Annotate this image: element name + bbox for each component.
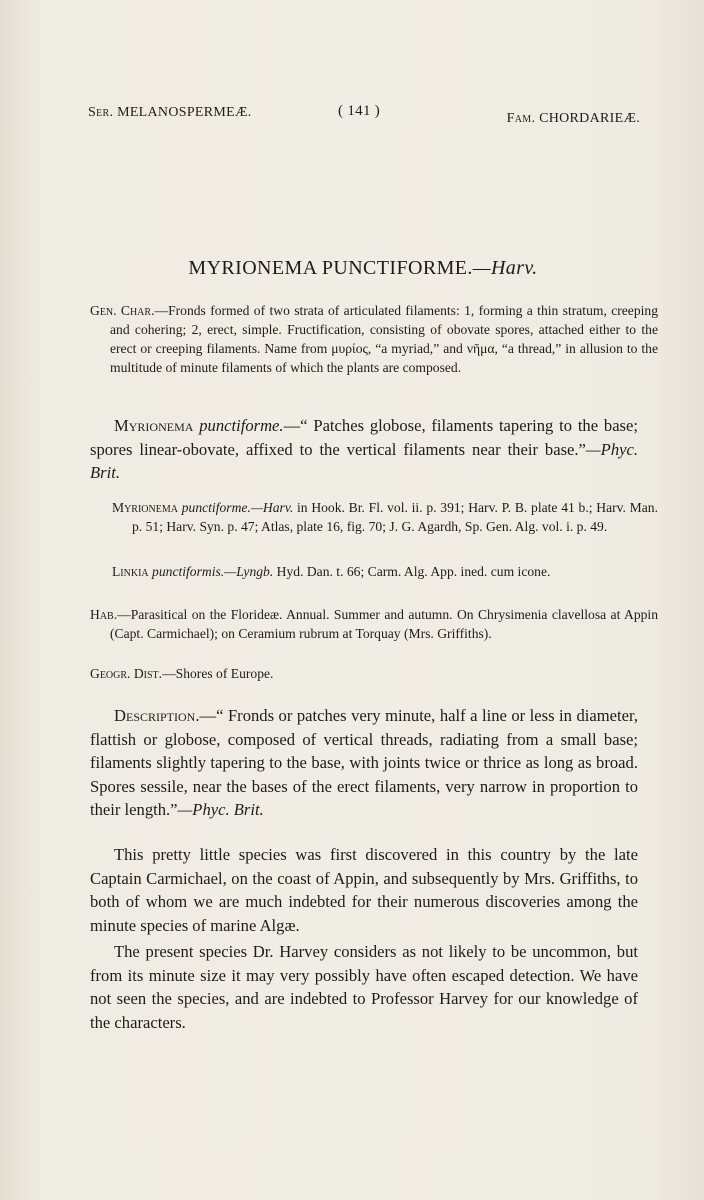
series-label: Ser. MELANOSPERMEÆ.: [88, 105, 252, 120]
species-title: [0, 257, 704, 280]
distribution-text: —Shores of Europe.: [162, 666, 274, 681]
diagnosis: [90, 414, 638, 485]
habitat: [90, 605, 658, 643]
diagnosis-genus: Myrionema: [114, 416, 194, 435]
body-paragraph: The present species Dr. Harvey considers as not likely to be uncommon, but from its minute size it may very possibly have often escaped detection. We have not seen the species, and are indebted to Professor Harvey for our knowledge of the characters.: [90, 942, 638, 1032]
description-text: —“ Fronds or patches very minute, half a line or less in diameter, flattish or globose, composed of vertical threads, radiating from a small base; filaments slightly tapering to the base, with joints twice or thrice as long as broad. Spores sessile, near the bases of the erect filaments, very narrow in proportion to their length.”: [90, 706, 638, 819]
diagnosis-ref: —Phyc. Brit.: [90, 439, 638, 482]
synonym-species: punctiformis.—Lyngb.: [152, 564, 274, 579]
diagnosis-species: punctiforme.: [199, 416, 284, 435]
species-author: —Harv.: [472, 257, 538, 279]
synonym-text: Hyd. Dan. t. 66; Carm. Alg. App. ined. cum icone.: [276, 564, 551, 579]
synonym-genus: Myrionema: [112, 500, 178, 515]
diagnosis-text: —“ Patches globose, filaments tapering to the base; spores linear-obovate, affixed to the vertical filaments near their base.”: [90, 416, 638, 459]
synonym-text: in Hook. Br. Fl. vol. ii. p. 391; Harv. P. B. plate 41 b.; Harv. Man. p. 51; Harv. Syn. p. 47; Atlas, plate 16, fig. 70; J. G. Agardh, Sp. Gen. Alg. vol. i. p. 49.: [132, 500, 658, 534]
distribution: [90, 664, 638, 683]
body-text: [90, 843, 638, 1034]
description: [90, 704, 638, 822]
habitat-text: —Parasitical on the Florideæ. Annual. Summer and autumn. On Chrysimenia clavellosa at Appin (Capt. Carmichael); on Ceramium rubrum at Torquay (Mrs. Griffiths).: [110, 607, 658, 641]
synonym-genus: Linkia: [112, 564, 149, 579]
gen-char-label: Gen. Char.: [90, 303, 155, 318]
description-label: Description.: [114, 706, 200, 725]
gen-char-text: —Fronds formed of two strata of articulated filaments: 1, forming a thin stratum, creeping and cohering; 2, erect, simple. Fructification, consisting of obovate spores, attached either to the erect or creeping filaments. Name from μυρίος, “a myriad,” and νῆμα, “a thread,” in allusion to the multitude of minute filaments of which the plants are composed.: [110, 303, 658, 375]
habitat-label: Hab.: [90, 607, 118, 622]
generic-character: [90, 301, 658, 377]
synonym-entry: [112, 562, 658, 581]
page-number: ( 141 ): [338, 103, 381, 119]
family-label: Fam. CHORDARIEÆ.: [506, 111, 640, 126]
description-ref: —Phyc. Brit.: [177, 800, 264, 819]
running-header: [88, 105, 640, 127]
body-paragraph: This pretty little species was first discovered in this country by the late Captain Carmichael, on the coast of Appin, and subsequently by Mrs. Griffiths, to both of whom we are much indebted for their numerous discoveries among the minute species of marine Algæ.: [90, 845, 638, 935]
species-name: MYRIONEMA PUNCTIFORME.: [188, 257, 473, 279]
synonym-entry: [112, 498, 658, 536]
synonym-species: punctiforme.—Harv.: [181, 500, 294, 515]
distribution-label: Geogr. Dist.: [90, 666, 163, 681]
